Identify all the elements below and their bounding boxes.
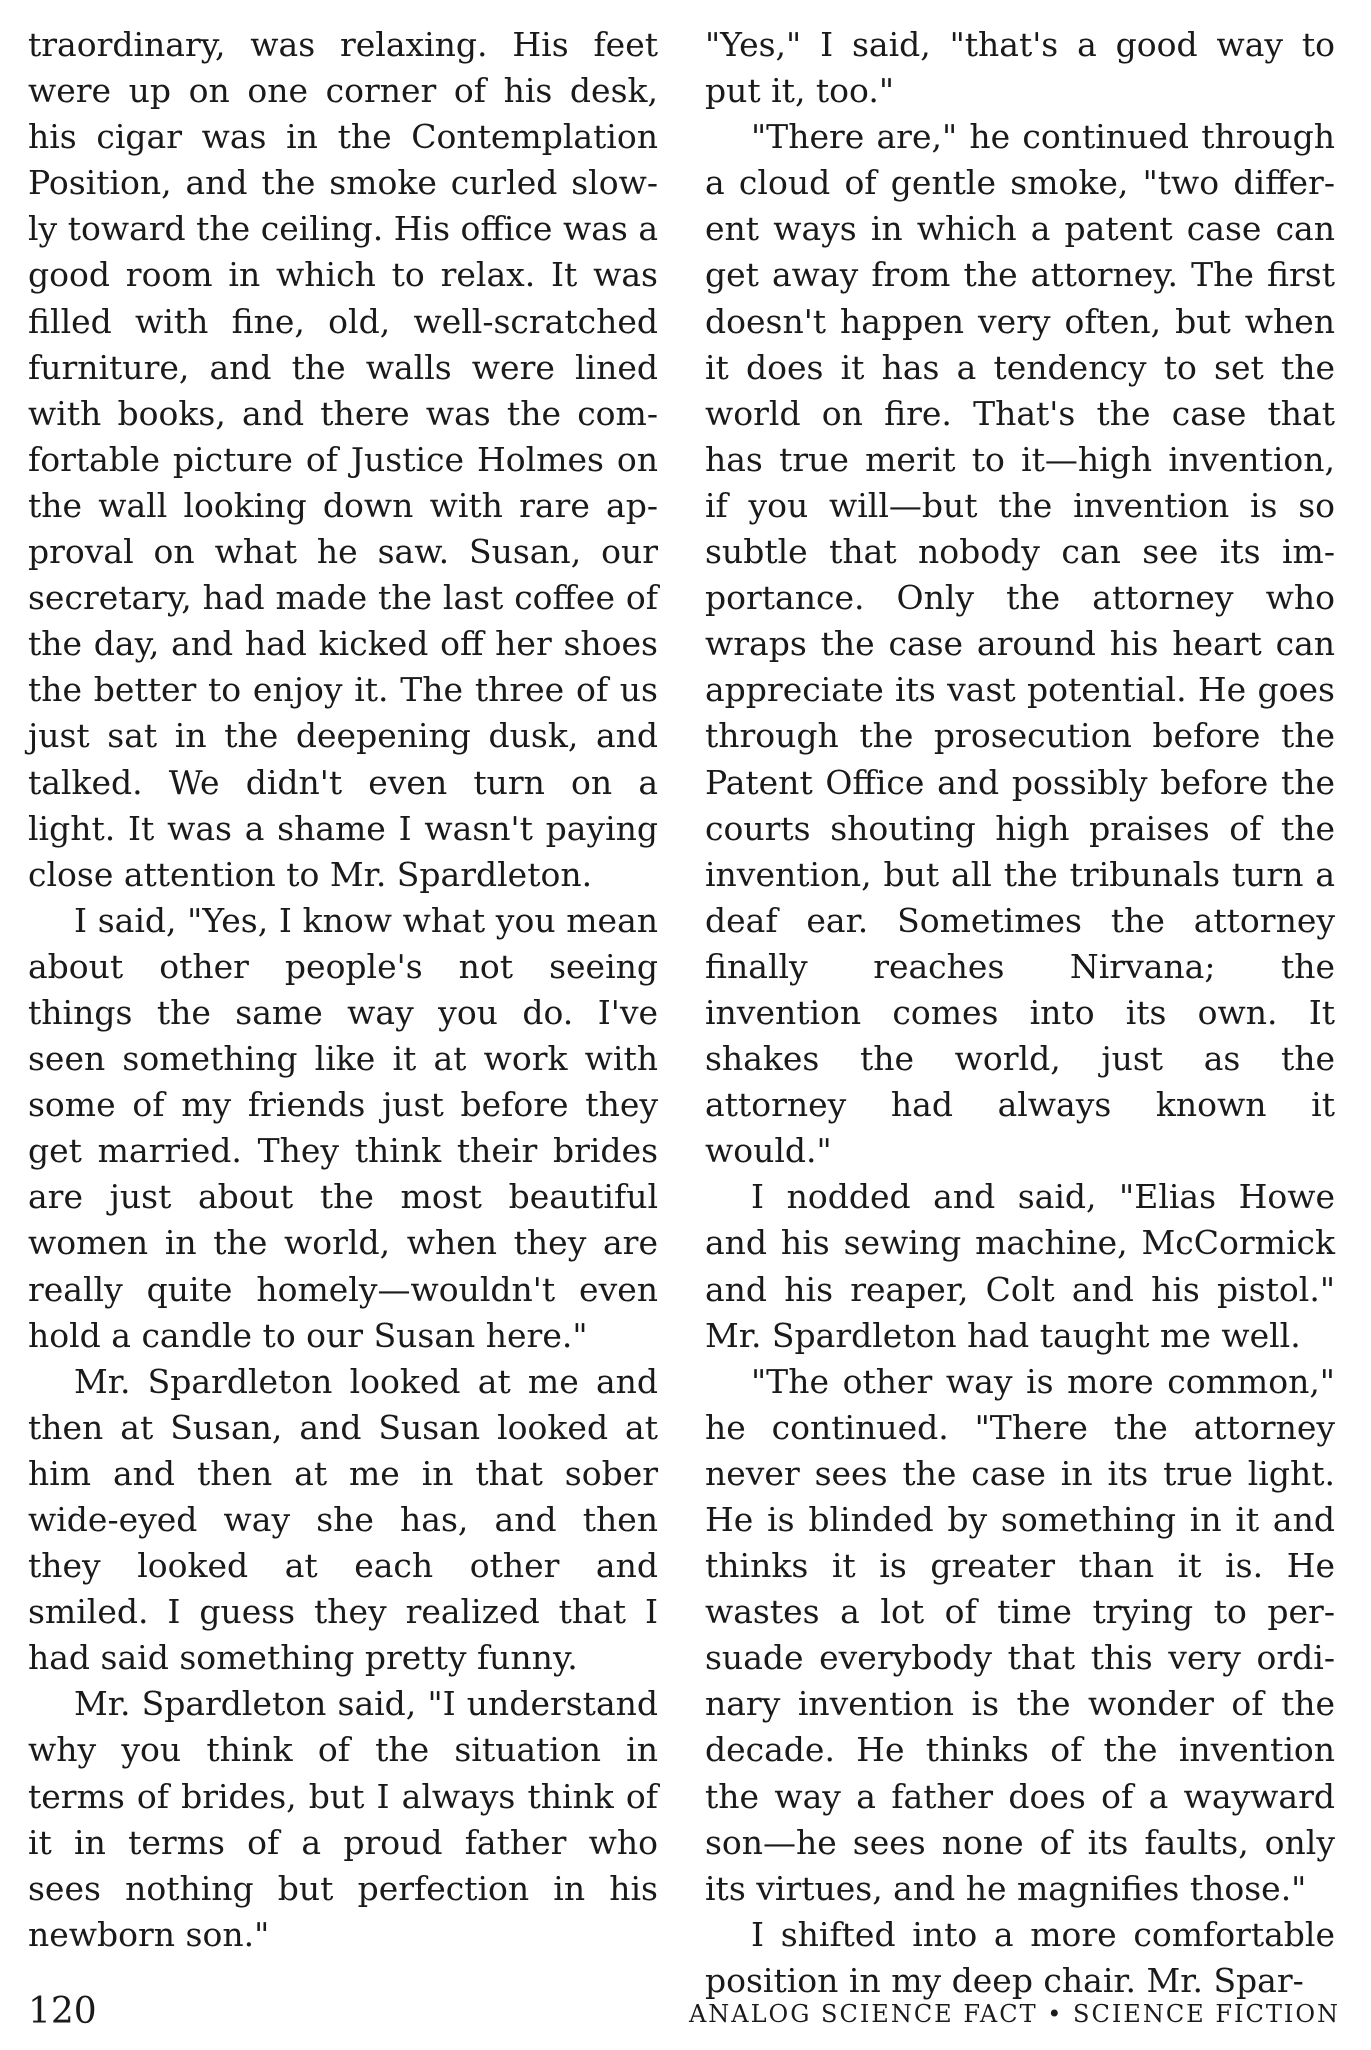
paragraph: "Yes," I said, "that's a good way to put it, too."	[705, 25, 1335, 111]
paragraph: "There are," he continued through a cloud of gentle smoke, "two different ways in which a patent case can get away from the attorney. The first doesn't happen very often, but when it does it has a tendency to set the world on fire. That's the case that has true merit to it—high invention, if you will—but the invention is so subtle that nobody can see its importance. Only the attorney who wraps the case around his heart can appreciate its vast potential. He goes through the prosecution before the Patent Office and possibly before the courts shouting high praises of the invention, but all the tribunals turn a deaf ear. Sometimes the attorney finally reaches Nirvana; the invention comes into its own. It shakes the world, just as the attorney had always known it would."	[705, 117, 1335, 1171]
paragraph: traordinary, was relaxing. His feet were up on one corner of his desk, his cigar was in the Contemplation Position, and the smoke curled slowly toward the ceiling. His office was a good room in which to relax. It was filled with fine, old, well-scratched furniture, and the walls were lined with books, and there was the comfortable picture of Justice Holmes on the wall looking down with rare approval on what he saw. Susan, our secretary, had made the last coffee of the day, and had kicked off her shoes the better to enjoy it. The three of us just sat in the deepening dusk, and talked. We didn't even turn on a light. It was a shame I wasn't paying close attention to Mr. Spardleton.	[28, 25, 658, 894]
paragraph: "The other way is more common," he continued. "There the attorney never sees the case in its true light. He is blinded by something in it and thinks it is greater than it is. He wastes a lot of time trying to persuade everybody that this very ordinary invention is the wonder of the decade. He thinks of the invention the way a father does of a wayward son—he sees none of its faults, only its virtues, and he magnifies those."	[705, 1361, 1335, 1908]
paragraph: Mr. Spardleton looked at me and then at Susan, and Susan looked at him and then at me in that sober wide-eyed way she has, and then they looked at each other and smiled. I guess they realized that I had said something pretty funny.	[28, 1361, 658, 1678]
page-footer	[28, 1990, 1340, 2040]
running-title: ANALOG SCIENCE FACT • SCIENCE FICTION	[688, 2000, 1340, 2028]
paragraph: I said, "Yes, I know what you mean about other people's not seeing things the same way you do. I've seen something like it at work with some of my friends just before they get married. They think their brides are just about the most beautiful women in the world, when they are really quite homely—wouldn't even hold a candle to our Susan here."	[28, 900, 658, 1355]
paragraph: I shifted into a more comfortable position in my deep chair. Mr. Spar-	[705, 1914, 1335, 2000]
page-number: 120	[28, 1991, 97, 2032]
paragraph: Mr. Spardleton said, "I understand why you think of the situation in terms of brides, but I always think of it in terms of a proud father who sees nothing but perfection in his newborn son."	[28, 1684, 658, 1954]
left-text-column	[28, 22, 658, 1958]
paragraph: I nodded and said, "Elias Howe and his sewing machine, McCormick and his reaper, Colt and his pistol." Mr. Spardleton had taught me well.	[705, 1177, 1335, 1355]
right-text-column	[705, 22, 1335, 2004]
